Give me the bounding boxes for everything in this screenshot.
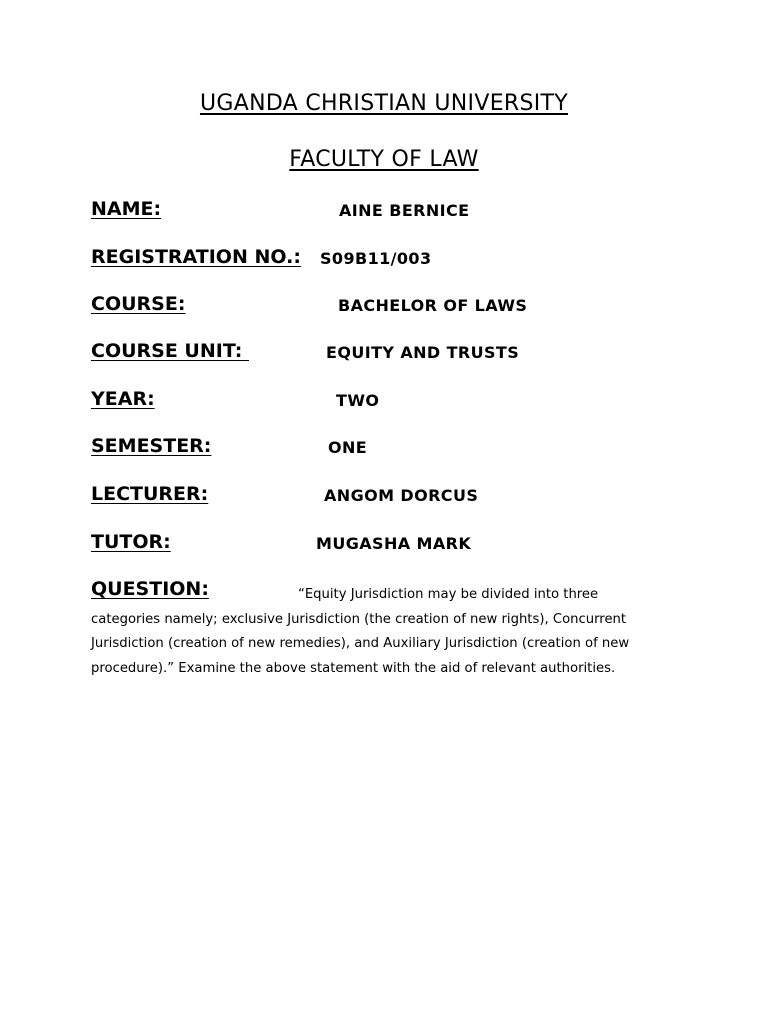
lecturer-value: ANGOM DORCUS [324, 486, 479, 505]
registration-label: REGISTRATION NO.: [91, 246, 301, 268]
course-value: BACHELOR OF LAWS [338, 296, 528, 315]
faculty-title: FACULTY OF LAW [289, 147, 479, 172]
semester-value: ONE [328, 438, 368, 457]
course-unit-value: EQUITY AND TRUSTS [326, 343, 520, 362]
course-label: COURSE: [91, 293, 186, 315]
semester-label: SEMESTER: [91, 435, 212, 457]
registration-value: S09B11/003 [320, 249, 432, 268]
tutor-value: MUGASHA MARK [316, 534, 472, 553]
name-value: AINE BERNICE [339, 201, 470, 220]
question-label: QUESTION: [91, 578, 209, 600]
year-label: YEAR: [91, 388, 155, 410]
question-text: “Equity Jurisdiction may be divided into three categories namely; exclusive Jurisdiction (the creation of new rights), Concurrent Jurisdiction (creation of new remedies), and Auxiliary Jurisdiction (creation of new procedure).” Examine the above statement with the aid of relevant authorities. [91, 587, 630, 676]
course-unit-label: COURSE UNIT: [91, 340, 249, 362]
year-value: TWO [336, 391, 380, 410]
name-label: NAME: [91, 198, 162, 220]
tutor-label: TUTOR: [91, 531, 171, 553]
university-title: UGANDA CHRISTIAN UNIVERSITY [199, 91, 569, 116]
lecturer-label: LECTURER: [91, 483, 209, 505]
